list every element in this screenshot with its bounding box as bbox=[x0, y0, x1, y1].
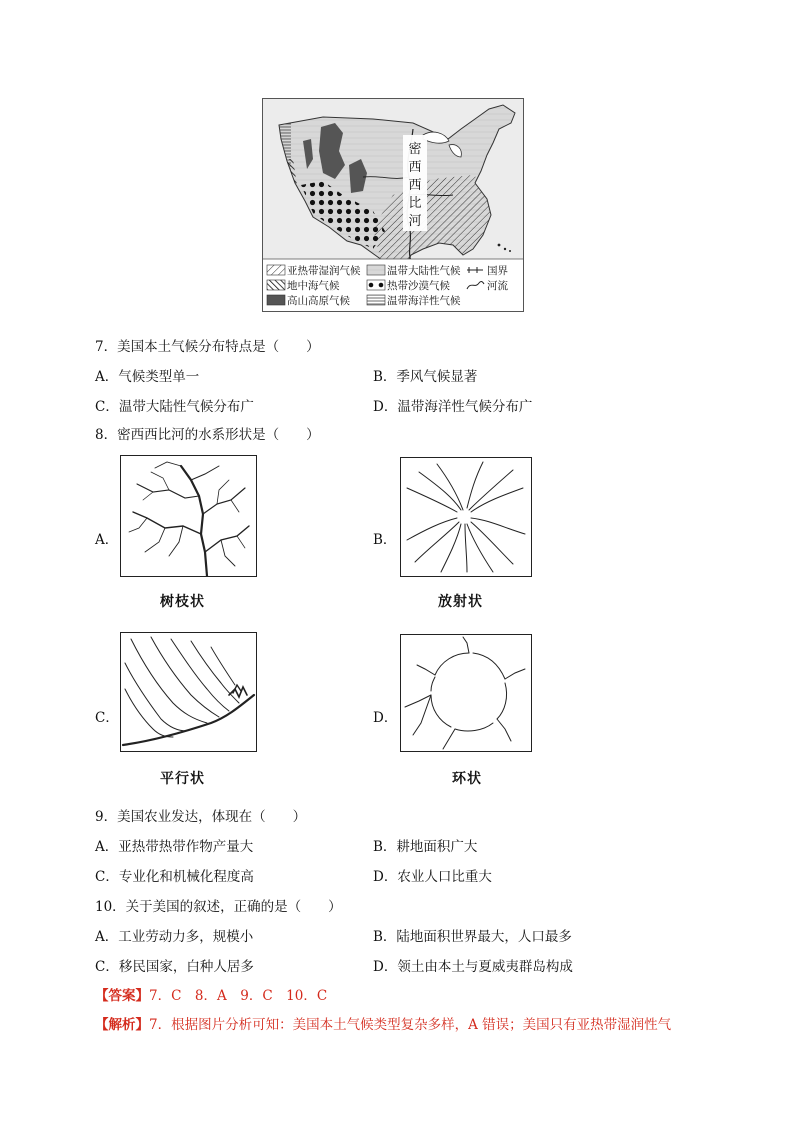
river-label-char: 密 bbox=[408, 142, 422, 157]
analysis-tag: 【解析】 bbox=[95, 1017, 149, 1033]
legend-border: 国界 bbox=[487, 265, 508, 277]
q8-option-b-caption: 放射状 bbox=[438, 594, 483, 610]
q9-option-a: A．亚热带热带作物产量大 bbox=[95, 839, 254, 855]
legend-subtropical: 亚热带湿润气候 bbox=[287, 265, 361, 277]
parallel-drainage-diagram bbox=[120, 632, 257, 752]
answer-tag: 【答案】 bbox=[95, 988, 149, 1004]
q7-option-b: B．季风气候显著 bbox=[373, 369, 478, 385]
q8-option-a-caption: 树枝状 bbox=[160, 594, 205, 610]
q8-option-d-letter: D． bbox=[373, 710, 398, 726]
river-label-char: 西 bbox=[408, 160, 422, 175]
river-label bbox=[405, 141, 425, 231]
annular-drainage-diagram bbox=[400, 634, 532, 752]
q8-option-a-letter: A． bbox=[95, 532, 119, 548]
q10-option-a: A．工业劳动力多，规模小 bbox=[95, 929, 254, 945]
dendritic-drainage-diagram bbox=[120, 455, 257, 577]
analysis-line bbox=[95, 1016, 671, 1034]
q10-option-b: B．陆地面积世界最大，人口最多 bbox=[373, 929, 572, 945]
analysis-text: 7．根据图片分析可知：美国本土气候类型复杂多样，A 错误；美国只有亚热带湿润性气 bbox=[149, 1017, 672, 1033]
legend-desert: 热带沙漠气候 bbox=[387, 280, 450, 292]
river-label-char: 比 bbox=[408, 196, 422, 211]
river-label-char: 河 bbox=[408, 214, 422, 229]
q9-option-b: B．耕地面积广大 bbox=[373, 839, 478, 855]
legend-highland: 高山高原气候 bbox=[287, 295, 350, 307]
q10-option-d: D．领土由本土与夏威夷群岛构成 bbox=[373, 959, 573, 975]
river-label-char: 西 bbox=[408, 178, 422, 193]
q10-option-c: C．移民国家，白种人居多 bbox=[95, 959, 254, 975]
q10-stem: 10．关于美国的叙述，正确的是（ ） bbox=[95, 899, 342, 915]
q7-stem: 7．美国本土气候分布特点是（ ） bbox=[95, 339, 320, 355]
answer-line bbox=[95, 987, 327, 1005]
q7-option-d: D．温带海洋性气候分布广 bbox=[373, 399, 533, 415]
q8-option-c-letter: C． bbox=[95, 710, 119, 726]
legend-mediterranean: 地中海气候 bbox=[287, 280, 340, 292]
legend-marine: 温带海洋性气候 bbox=[387, 295, 461, 307]
q7-option-c: C．温带大陆性气候分布广 bbox=[95, 399, 254, 415]
q7-option-a: A．气候类型单一 bbox=[95, 369, 200, 385]
radial-drainage-diagram bbox=[400, 457, 532, 577]
legend-river: 河流 bbox=[487, 280, 508, 292]
q8-stem: 8．密西西比河的水系形状是（ ） bbox=[95, 427, 320, 443]
legend-continental: 温带大陆性气候 bbox=[387, 265, 461, 277]
q8-option-c-caption: 平行状 bbox=[160, 771, 205, 787]
q9-option-c: C．专业化和机械化程度高 bbox=[95, 869, 254, 885]
answer-text: 7．C 8．A 9．C 10．C bbox=[149, 988, 328, 1004]
q9-stem: 9．美国农业发达，体现在（ ） bbox=[95, 809, 307, 825]
q8-option-d-caption: 环状 bbox=[452, 771, 482, 787]
climate-map-figure bbox=[262, 98, 524, 312]
q8-option-b-letter: B． bbox=[373, 532, 397, 548]
q9-option-d: D．农业人口比重大 bbox=[373, 869, 492, 885]
